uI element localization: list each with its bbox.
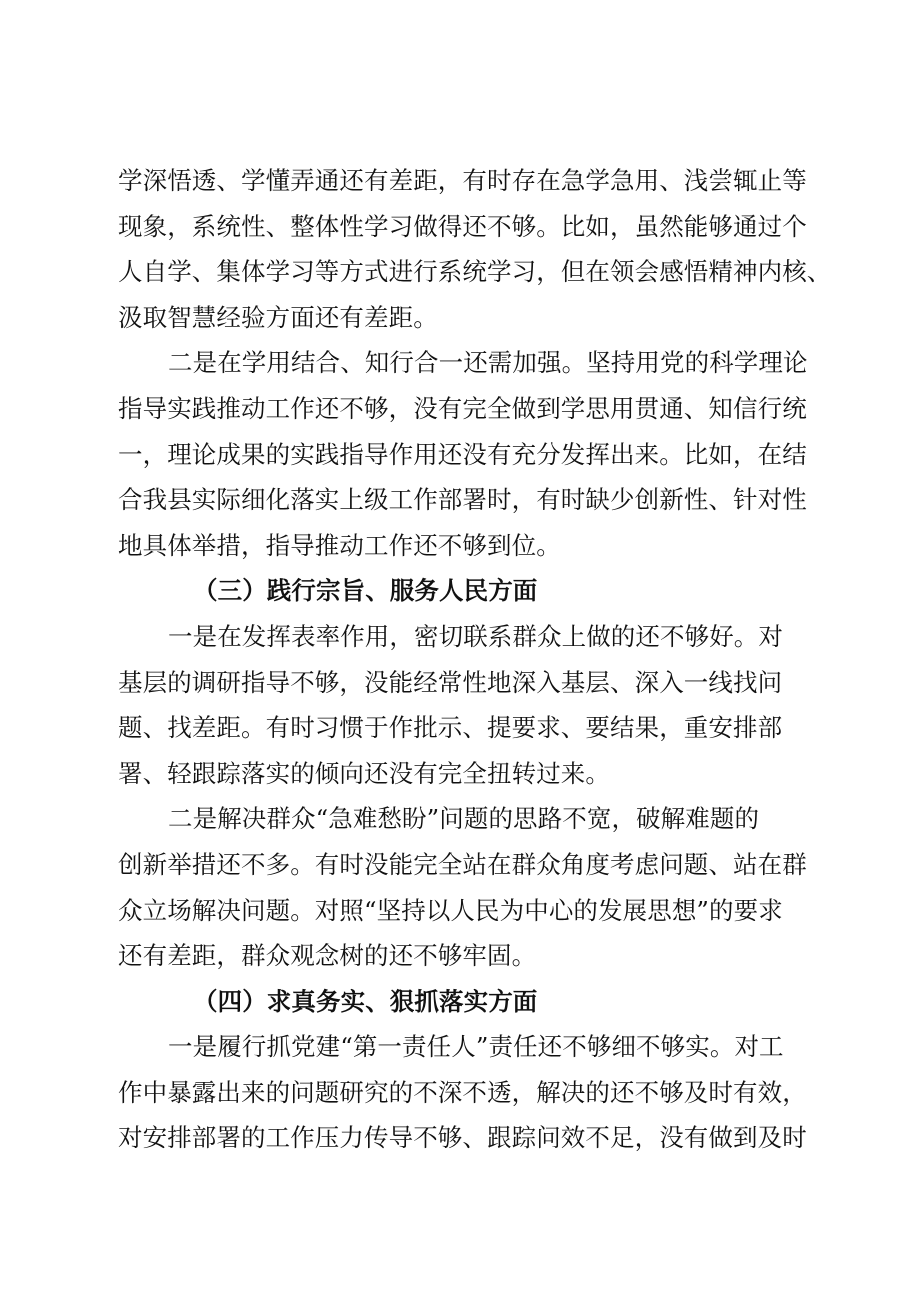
section-heading-3: （三）践行宗旨、服务人民方面	[193, 576, 538, 606]
document-page	[118, 158, 832, 1161]
section-heading-4: （四）求真务实、狠抓落实方面	[193, 986, 538, 1016]
text-line: 创新举措还不多。有时没能完全站在群众角度考虑问题、站在群	[118, 849, 807, 879]
text-line: 现象，系统性、整体性学习做得还不够。比如，虽然能够通过个	[118, 211, 807, 241]
text-line: 对安排部署的工作压力传导不够、跟踪问效不足，没有做到及时	[118, 1123, 807, 1153]
text-line: 人自学、集体学习等方式进行系统学习，但在领会感悟精神内核、	[118, 257, 832, 287]
text-line: 基层的调研指导不够，没能经常性地深入基层、深入一线找问	[118, 667, 783, 697]
text-line: 署、轻跟踪落实的倾向还没有完全扭转过来。	[118, 758, 610, 788]
text-line: 作中暴露出来的问题研究的不深不透，解决的还不够及时有效，	[118, 1077, 807, 1107]
paragraph-start-line: 二是在学用结合、知行合一还需加强。坚持用党的科学理论	[168, 348, 808, 378]
text-line: 地具体举措，指导推动工作还不够到位。	[118, 530, 561, 560]
text-line: 指导实践推动工作还不够，没有完全做到学思用贯通、知信行统	[118, 393, 807, 423]
text-line: 学深悟透、学懂弄通还有差距，有时存在急学急用、浅尝辄止等	[118, 166, 807, 195]
text-line: 题、找差距。有时习惯于作批示、提要求、要结果，重安排部	[118, 713, 783, 743]
text-line: 一，理论成果的实践指导作用还没有充分发挥出来。比如，在结	[118, 439, 807, 469]
text-line: 合我县实际细化落实上级工作部署时，有时缺少创新性、针对性	[118, 485, 807, 515]
paragraph-start-line: 二是解决群众“急难愁盼”问题的思路不宽，破解难题的	[168, 804, 760, 834]
paragraph-start-line: 一是在发挥表率作用，密切联系群众上做的还不够好。对	[168, 621, 783, 651]
text-line: 还有差距，群众观念树的还不够牢固。	[118, 941, 537, 971]
paragraph-start-line: 一是履行抓党建“第一责任人”责任还不够细不够实。对工	[168, 1032, 784, 1062]
text-line: 汲取智慧经验方面还有差距。	[118, 302, 438, 332]
text-line: 众立场解决问题。对照“坚持以人民为中心的发展思想”的要求	[118, 895, 783, 925]
